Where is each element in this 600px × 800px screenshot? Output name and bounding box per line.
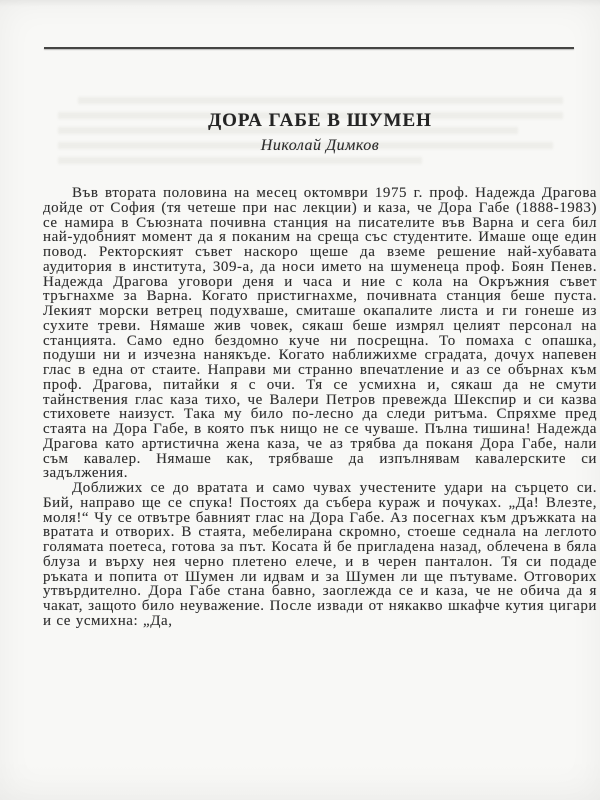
article-author: Николай Димков bbox=[260, 137, 380, 154]
paragraph: Доближих се до вратата и само чувах учестените удари на сърцето си. Бий, направо ще се спука! Постоях да събера кураж и почуках. „Да! Влезте, моля!“ Чу се отвътре бавният глас на Дора Габе. Аз посегнах към дръжката на вратата и отворих. В стаята, мебелирана скромно, стоеше седнала на леглото голямата поетеса, готова за път. Косата й бе пригладена назад, облечена в бяла блуза и върху нея черно плетено елече, и в черен панталон. Тя си подаде ръката и попита от Шумен ли идвам и за Шумен ли ще пътуваме. Отговорих утвърдително. Дора Габе стана бавно, заоглежда се и каза, че не обича да я чакат, защото било неуважение. После извади от някакво шкафче кутия цигари и се усмихна: „Да, bbox=[43, 480, 597, 629]
article-body bbox=[43, 186, 597, 629]
paragraph: Във втората половина на месец октомври 1975 г. проф. Надежда Драгова дойде от София (тя четеше при нас лекции) и каза, че Дора Габе (1888-1983) се намира в Съюзната почивна станция на писателите във Варна и сега бил най-удобният момент да я поканим на среща със студентите. Имаше още един повод. Ректорският съвет наскоро щеше да вземе решение най-хубавата аудитория в института, 309-а, да носи името на шуменеца проф. Боян Пенев. Надежда Драгова уговори деня и часа и ние с кола на Окръжния съвет тръгнахме за Варна. Когато пристигнахме, почивната станция беше пуста. Лекият морски ветрец подухваше, смиташе окапалите листа и ги гонеше из сухите треви. Нямаше жив човек, сякаш беше измрял целият персонал на станцията. Само едно бездомно куче ни посрещна. То помаха с опашка, подуши ни и изчезна нанякъде. Когато наближихме сградата, дочух напевен глас в една от стаите. Направи ми странно впечатление и аз се обърнах към проф. Драгова, питайки я с очи. Тя се усмихна и, сякаш да не смути тайнствения глас каза тихо, че Валери Петров превежда Шекспир и си казва стиховете наизуст. Така му било по-лесно да следи ритъма. Спряхме пред стаята на Дора Габе, в която пък нищо не се чуваше. Пълна тишина! Надежда Драгова като артистична жена каза, че аз трябва да поканя Дора Габе, нали съм кавалер. Нямаше как, трябваше да изпълнявам кавалерските си задължения. bbox=[43, 185, 597, 482]
header-rule bbox=[44, 47, 574, 49]
article-title: ДОРА ГАБЕ В ШУМЕН bbox=[208, 109, 432, 131]
bleed-line bbox=[58, 157, 422, 164]
page-bleed-through bbox=[58, 97, 563, 172]
bleed-line bbox=[78, 97, 563, 104]
